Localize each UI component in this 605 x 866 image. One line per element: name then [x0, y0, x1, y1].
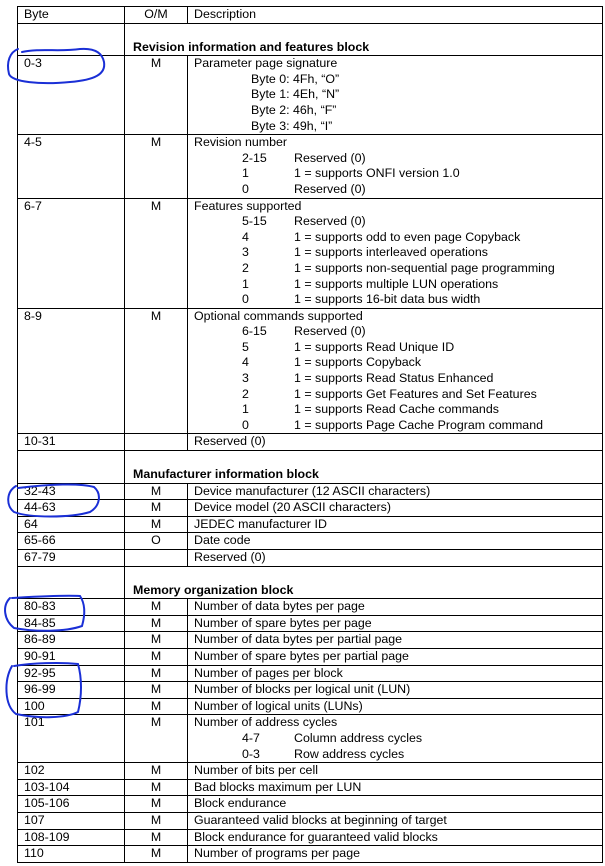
bit-index: 2: [242, 260, 249, 275]
bit-index: 0: [242, 292, 249, 307]
bit-field-line: [194, 166, 602, 182]
section-spacer: [18, 451, 125, 484]
description-text: Block endurance: [194, 796, 287, 811]
bit-index: 4-7: [242, 730, 260, 745]
byte-cell: 100: [18, 698, 125, 715]
byte-cell: 102: [18, 763, 125, 780]
bit-meaning: 1 = supports odd to even page Copyback: [294, 229, 521, 244]
description-cell: [188, 500, 603, 517]
bit-field-line: [194, 387, 602, 403]
byte-cell: 101: [18, 715, 125, 763]
description-cell: [188, 648, 603, 665]
bit-meaning: 1 = supports Get Features and Set Features: [294, 386, 537, 401]
description-text: Optional commands supported: [194, 308, 363, 323]
byte-cell: 6-7: [18, 198, 125, 308]
bit-meaning: Reserved (0): [294, 181, 366, 196]
bit-index: 2-15: [242, 150, 267, 165]
bit-field-line: [194, 371, 602, 387]
bit-field-line: [194, 182, 602, 198]
byte-cell: 96-99: [18, 682, 125, 699]
description-cell: [188, 812, 603, 829]
bit-field-line: [194, 245, 602, 261]
byte-cell: 110: [18, 846, 125, 863]
bit-index: 4: [242, 229, 249, 244]
table-row: [18, 135, 603, 198]
table-row: [18, 648, 603, 665]
table-row: [18, 665, 603, 682]
bit-index: 6-15: [242, 324, 267, 339]
bit-index: 4: [242, 355, 249, 370]
description-text: Device manufacturer (12 ASCII characters): [194, 483, 431, 498]
table-row: [18, 632, 603, 649]
description-cell: [188, 308, 603, 434]
description-cell: [188, 779, 603, 796]
om-cell: M: [125, 516, 188, 533]
section-header-row: [18, 451, 603, 484]
description-cell: [188, 615, 603, 632]
description-cell: [188, 665, 603, 682]
bit-field-line: [194, 324, 602, 340]
bit-index: 5-15: [242, 214, 267, 229]
description-text: Revision number: [194, 135, 287, 150]
bit-meaning: Column address cycles: [294, 730, 423, 745]
header-om: O/M: [125, 7, 188, 24]
table-header-row: [18, 7, 603, 24]
bit-index: 5: [242, 339, 249, 354]
description-text: Number of pages per block: [194, 665, 343, 680]
description-cell: [188, 516, 603, 533]
om-cell: M: [125, 779, 188, 796]
table-row: [18, 516, 603, 533]
bit-field-line: [194, 277, 602, 293]
bit-index: 3: [242, 371, 249, 386]
table-row: [18, 615, 603, 632]
om-cell: M: [125, 500, 188, 517]
om-cell: M: [125, 198, 188, 308]
description-cell: [188, 632, 603, 649]
table-row: [18, 533, 603, 550]
om-cell: M: [125, 796, 188, 813]
bit-index: 0: [242, 417, 249, 432]
table-row: [18, 796, 603, 813]
byte-cell: 105-106: [18, 796, 125, 813]
table-row: [18, 483, 603, 500]
bit-index: 0: [242, 181, 249, 196]
bit-field-line: [194, 214, 602, 230]
section-title-cell: [125, 566, 603, 599]
bit-meaning: 1 = supports Read Status Enhanced: [294, 371, 494, 386]
section-title: Manufacturer information block: [133, 467, 319, 482]
description-text: Reserved (0): [194, 434, 266, 449]
description-cell: [188, 198, 603, 308]
bit-meaning: 1 = supports Page Cache Program command: [294, 417, 543, 432]
table-row: [18, 698, 603, 715]
description-cell: [188, 483, 603, 500]
description-cell: [188, 796, 603, 813]
bit-index: 0-3: [242, 746, 260, 761]
bit-meaning: 1 = supports Read Cache commands: [294, 402, 499, 417]
bit-index: 1: [242, 276, 249, 291]
description-cell: [188, 682, 603, 699]
table-row: [18, 812, 603, 829]
bit-meaning: Reserved (0): [294, 324, 366, 339]
description-text: Number of bits per cell: [194, 763, 318, 778]
description-cell: [188, 829, 603, 846]
description-text: Number of blocks per logical unit (LUN): [194, 682, 411, 697]
section-title-cell: [125, 23, 603, 56]
description-text: Reserved (0): [194, 550, 266, 564]
description-text: Number of spare bytes per page: [194, 615, 372, 630]
description-text: Features supported: [194, 198, 302, 213]
description-cell: [188, 550, 603, 567]
bit-field-line: [194, 151, 602, 167]
bit-field-line: [194, 731, 602, 747]
bit-meaning: Reserved (0): [294, 214, 366, 229]
bit-meaning: 1 = supports ONFI version 1.0: [294, 166, 460, 181]
bit-field-line: [194, 230, 602, 246]
description-text: Guaranteed valid blocks at beginning of target: [194, 812, 447, 827]
description-text: Number of spare bytes per partial page: [194, 648, 409, 663]
bit-meaning: Reserved (0): [294, 150, 366, 165]
bit-meaning: 1 = supports 16-bit data bus width: [294, 292, 481, 307]
table-row: [18, 308, 603, 434]
om-cell: M: [125, 698, 188, 715]
signature-line: Byte 1: 4Eh, “N”: [251, 87, 340, 102]
description-text: Number of data bytes per page: [194, 599, 365, 614]
byte-cell: 84-85: [18, 615, 125, 632]
om-cell: O: [125, 533, 188, 550]
description-text: Number of programs per page: [194, 846, 360, 861]
section-header-row: [18, 566, 603, 599]
description-cell: [188, 135, 603, 198]
signature-line: Byte 2: 46h, “F”: [251, 102, 337, 117]
description-text: Number of logical units (LUNs): [194, 698, 363, 713]
om-cell: M: [125, 648, 188, 665]
table-row: [18, 763, 603, 780]
bit-meaning: 1 = supports Read Unique ID: [294, 339, 455, 354]
bit-meaning: 1 = supports interleaved operations: [294, 245, 488, 260]
description-text: Number of data bytes per partial page: [194, 632, 403, 647]
byte-cell: 44-63: [18, 500, 125, 517]
description-cell: [188, 56, 603, 135]
bit-index: 1: [242, 402, 249, 417]
om-cell: M: [125, 632, 188, 649]
om-cell: M: [125, 829, 188, 846]
description-text: Bad blocks maximum per LUN: [194, 779, 362, 794]
bit-field-line: [194, 261, 602, 277]
om-cell: M: [125, 846, 188, 863]
section-spacer: [18, 566, 125, 599]
om-cell: M: [125, 483, 188, 500]
byte-cell: 92-95: [18, 665, 125, 682]
om-cell: M: [125, 135, 188, 198]
table-row: [18, 829, 603, 846]
bit-field-line: [194, 340, 602, 356]
om-cell: M: [125, 599, 188, 616]
section-title: Memory organization block: [133, 582, 294, 597]
byte-cell: 80-83: [18, 599, 125, 616]
section-title: Revision information and features block: [133, 39, 370, 54]
description-cell: [188, 763, 603, 780]
bit-field-line: [194, 355, 602, 371]
om-cell: [125, 550, 188, 567]
bit-index: 2: [242, 386, 249, 401]
byte-cell: 32-43: [18, 483, 125, 500]
description-cell: [188, 715, 603, 763]
byte-cell: 10-31: [18, 434, 125, 451]
byte-cell: 107: [18, 812, 125, 829]
parameter-page-table: [17, 6, 603, 863]
bit-field-line: [194, 402, 602, 418]
byte-cell: 67-79: [18, 550, 125, 567]
description-cell: [188, 599, 603, 616]
bit-meaning: 1 = supports non-sequential page programming: [294, 260, 555, 275]
table-row: [18, 550, 603, 567]
byte-cell: 64: [18, 516, 125, 533]
signature-line: Byte 3: 49h, “I”: [251, 118, 333, 133]
table-body: [18, 23, 603, 862]
table-row: [18, 715, 603, 763]
description-text: Date code: [194, 533, 251, 548]
signature-line: Byte 0: 4Fh, “O”: [251, 71, 340, 86]
om-cell: M: [125, 56, 188, 135]
table-row: [18, 198, 603, 308]
header-byte: Byte: [18, 7, 125, 24]
byte-cell: 4-5: [18, 135, 125, 198]
description-cell: [188, 533, 603, 550]
bit-meaning: 1 = supports Copyback: [294, 355, 422, 370]
section-title-cell: [125, 451, 603, 484]
table-row: [18, 56, 603, 135]
description-text: Block endurance for guaranteed valid blocks: [194, 829, 438, 844]
table-row: [18, 500, 603, 517]
description-text: Parameter page signature: [194, 56, 338, 71]
description-text: Device model (20 ASCII characters): [194, 500, 391, 515]
om-cell: M: [125, 682, 188, 699]
bit-index: 3: [242, 245, 249, 260]
description-text: JEDEC manufacturer ID: [194, 516, 327, 531]
byte-cell: 90-91: [18, 648, 125, 665]
description-cell: [188, 434, 603, 451]
om-cell: M: [125, 715, 188, 763]
byte-cell: 8-9: [18, 308, 125, 434]
table-row: [18, 779, 603, 796]
bit-field-line: [194, 292, 602, 308]
byte-cell: 86-89: [18, 632, 125, 649]
byte-cell: 103-104: [18, 779, 125, 796]
bit-field-line: [194, 418, 602, 434]
section-header-row: [18, 23, 603, 56]
om-cell: M: [125, 308, 188, 434]
section-spacer: [18, 23, 125, 56]
om-cell: M: [125, 763, 188, 780]
bit-meaning: Row address cycles: [294, 746, 405, 761]
bit-field-line: [194, 747, 602, 763]
table-row: [18, 599, 603, 616]
header-description: Description: [188, 7, 603, 24]
table-row: [18, 682, 603, 699]
om-cell: M: [125, 812, 188, 829]
table-row: [18, 434, 603, 451]
description-cell: [188, 698, 603, 715]
byte-cell: 108-109: [18, 829, 125, 846]
description-text: Number of address cycles: [194, 715, 338, 730]
table-row: [18, 846, 603, 863]
om-cell: M: [125, 665, 188, 682]
description-cell: [188, 846, 603, 863]
byte-cell: 0-3: [18, 56, 125, 135]
bit-meaning: 1 = supports multiple LUN operations: [294, 276, 499, 291]
byte-cell: 65-66: [18, 533, 125, 550]
om-cell: M: [125, 615, 188, 632]
bit-index: 1: [242, 166, 249, 181]
om-cell: [125, 434, 188, 451]
